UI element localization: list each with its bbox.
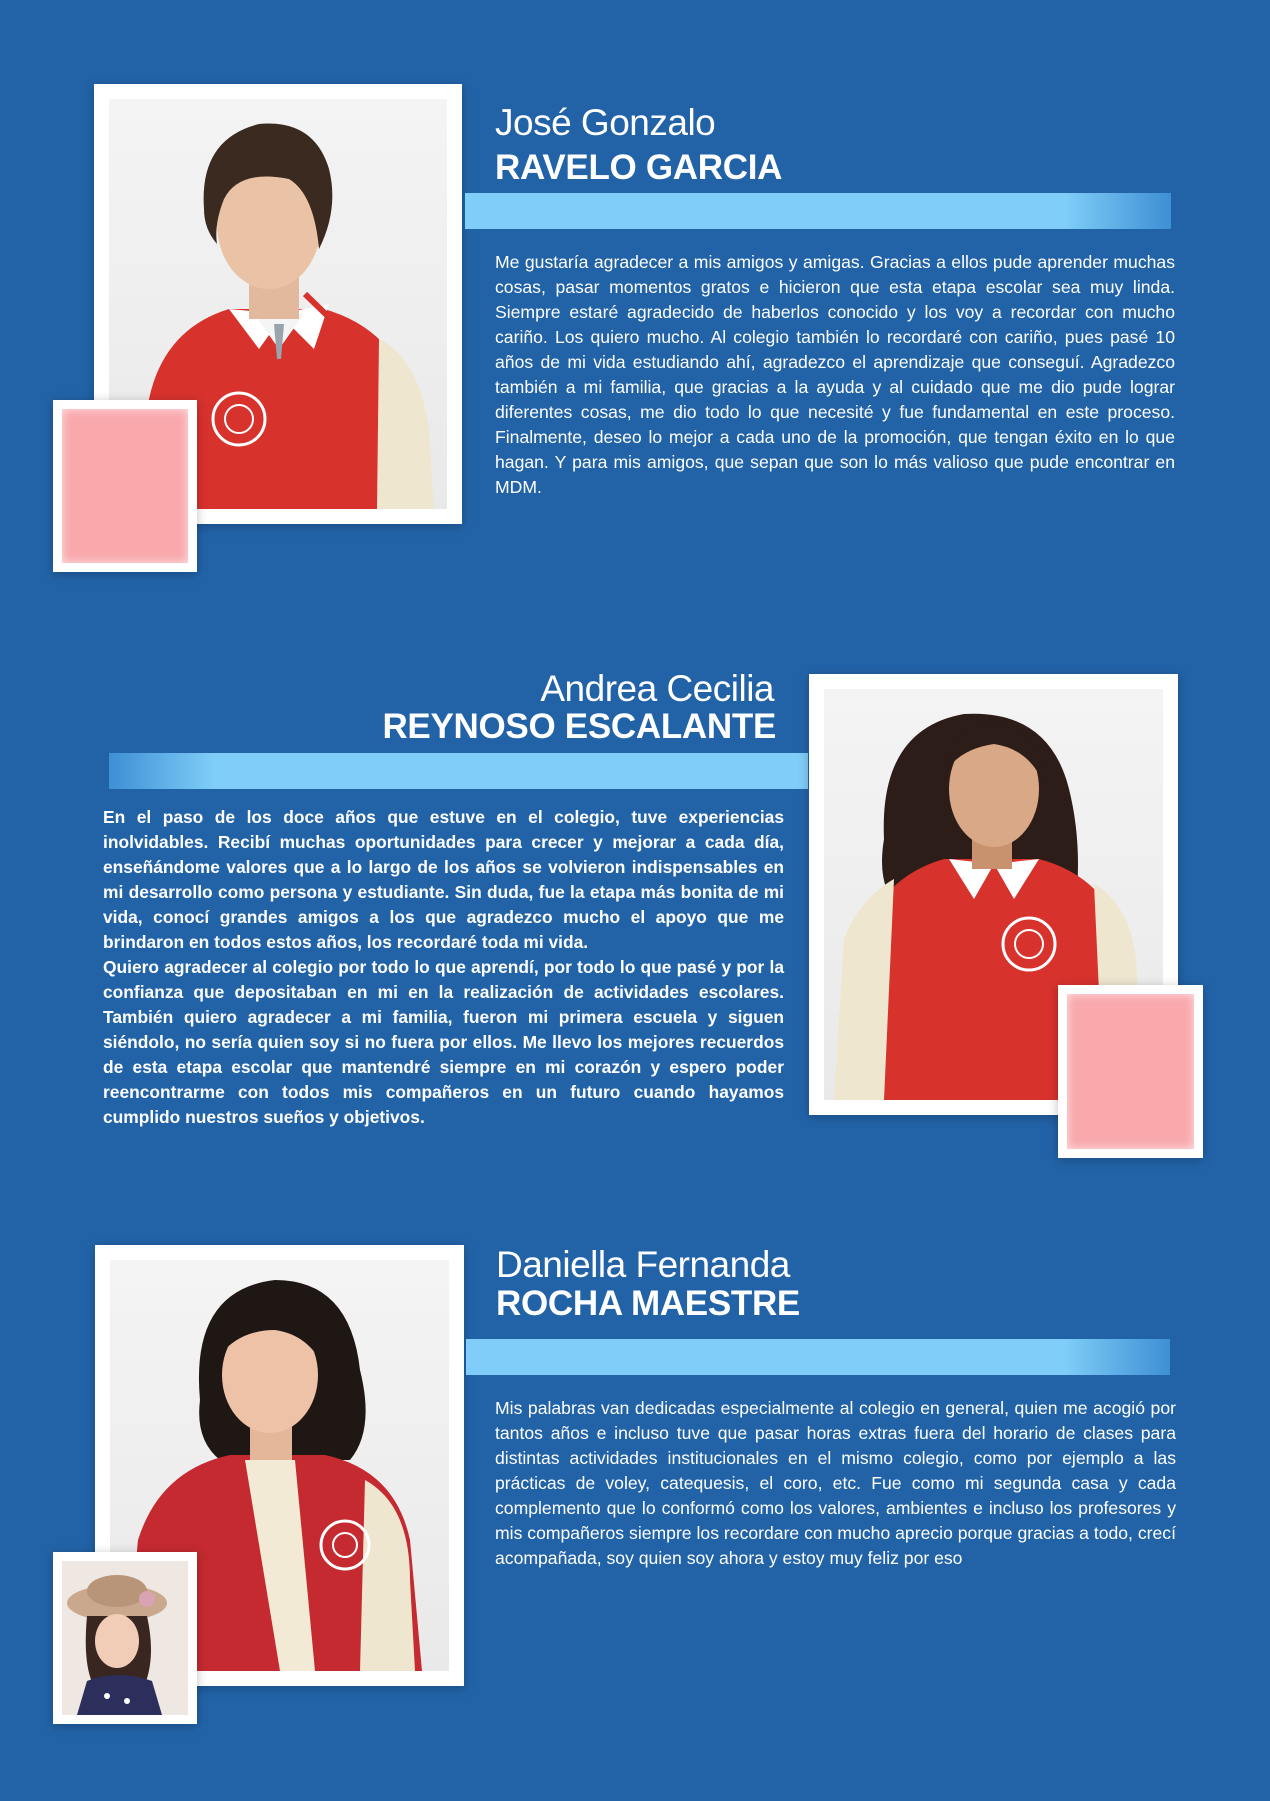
student-message: Me gustaría agradecer a mis amigos y amigas. Gracias a ellos pude aprender muchas cosas, pasar momentos gratos e hicieron que esta etapa escolar sea muy linda. Siempre estaré agradecido de haberlos conocido y los voy a recordar con mucho cariño. Los quiero mucho. Al colegio también lo recordaré con cariño, pues pasé 10 años de mi vida estudiando ahí, agradezco el aprendizaje que conseguí. Agradezco también a mi familia, que gracias a la ayuda y al cuidado que me dio pude lograr diferentes cosas, me dio todo lo que necesité y fue fundamental en este proceso. Finalmente, deseo lo mejor a cada uno de la promoción, que tengan éxito en lo que hagan. Y para mis amigos, que sepan que son lo más valioso que pude encontrar en MDM. xyxy=(495,252,1175,497)
student-profile-3 xyxy=(0,1200,1270,1801)
decorative-bar xyxy=(465,193,1171,229)
decorative-bar xyxy=(466,1339,1170,1375)
student-last-name: REYNOSO ESCALANTE xyxy=(382,707,776,746)
student-first-name: Daniella Fernanda xyxy=(496,1244,790,1285)
student-last-name: RAVELO GARCIA xyxy=(495,148,783,187)
student-message: Mis palabras van dedicadas especialmente al colegio en general, quien me acogió por tantos años e incluso tuve que pasar horas extras fuera del horario de clases para distintas actividades institucionales en el mismo colegio, como por ejemplo a las prácticas de voley, catequesis, el coro, etc. Fue como mi segunda casa y cada complemento que lo conformó como los valores, ambientes e incluso los profesores y mis compañeros siempre los recordare con mucho aprecio porque gracias a todo, crecí acompañada, soy quien soy ahora y estoy muy feliz por eso xyxy=(495,1398,1176,1568)
student-first-name: Andrea Cecilia xyxy=(540,668,774,709)
student-profile-2 xyxy=(0,600,1270,1200)
student-last-name: ROCHA MAESTRE xyxy=(496,1284,800,1323)
student-message: En el paso de los doce años que estuve en el colegio, tuve experiencias inolvidables. Recibí muchas oportunidades para crecer y mejorar a cada día, enseñándome valores que a lo largo de los años se volvieron indispensables en mi desarrollo como persona y estudiante. Sin duda, fue la etapa más bonita de mi vida, conocí grandes amigos a los que agradezco mucho el apoyo que me brindaron en todos estos años, los recordaré toda mi vida. Quiero agradecer al colegio por todo lo que aprendí, por todo lo que pasé y por la confianza que depositaban en mi en la realización de actividades escolares. También quiero agradecer a mi familia, fueron mi primera escuela y siguen siéndolo, no sería quien soy si no fuera por ellos. Me llevo los mejores recuerdos de esta etapa escolar que mantendré siempre en mi corazón y espero poder reencontrarme con todos mis compañeros en un futuro cuando hayamos cumplido nuestros sueños y objetivos. xyxy=(103,807,784,1127)
decorative-bar xyxy=(109,753,808,789)
childhood-photo xyxy=(62,1561,188,1715)
student-profile-1 xyxy=(0,0,1270,600)
childhood-photo-frame xyxy=(53,400,197,572)
student-first-name: José Gonzalo xyxy=(495,102,716,143)
childhood-photo-placeholder xyxy=(1067,994,1194,1149)
childhood-photo-placeholder xyxy=(62,409,188,563)
childhood-photo-frame xyxy=(1058,985,1203,1158)
childhood-photo-frame xyxy=(53,1552,197,1724)
